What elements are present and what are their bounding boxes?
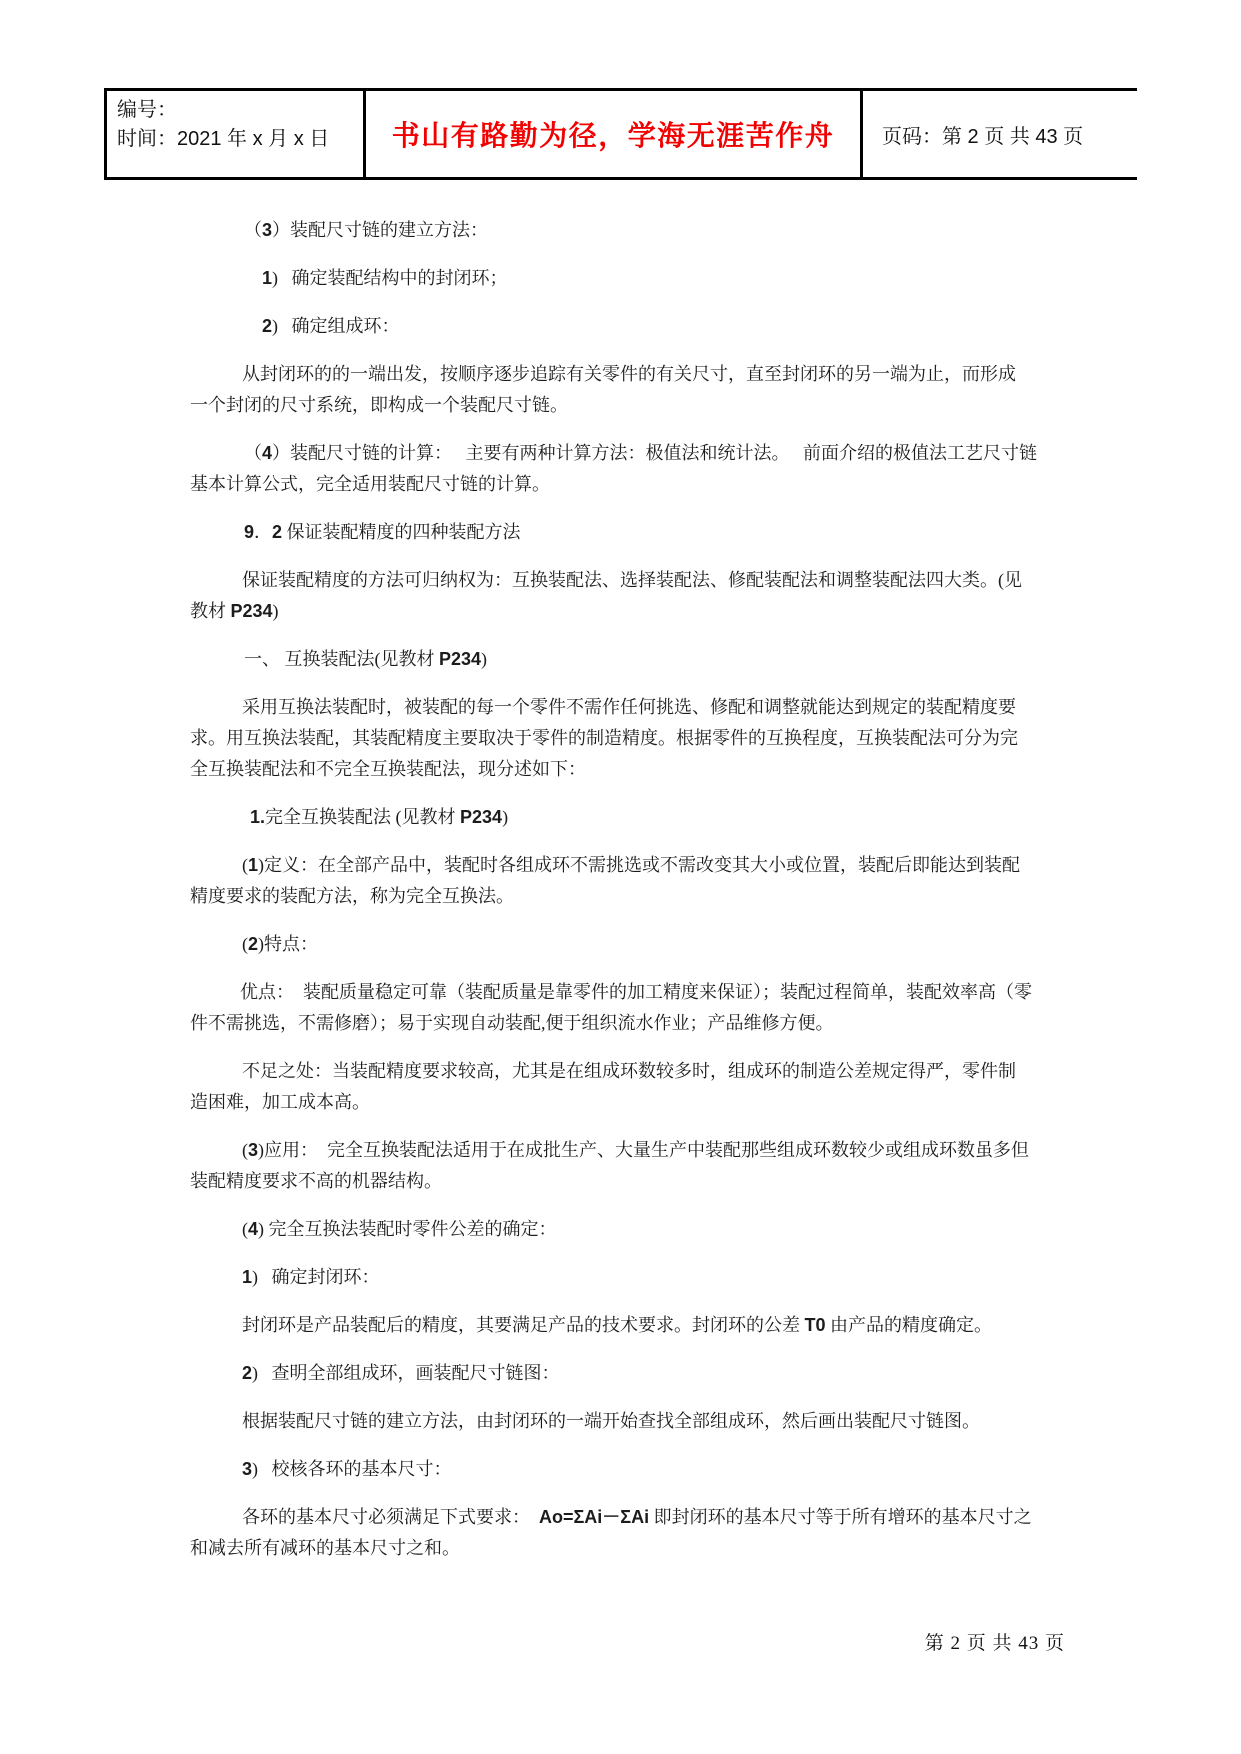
text-line: 和减去所有减环的基本尺寸之和。: [190, 1538, 460, 1558]
paragraph: [190, 517, 1080, 548]
text-line: 2) 查明全部组成环，画装配尺寸链图：: [242, 1363, 560, 1383]
text-line: 1) 确定装配结构中的封闭环；: [262, 268, 508, 288]
text-line: 2) 确定组成环：: [262, 316, 400, 336]
latin-text: Ao=ΣAi－ΣAi: [539, 1507, 650, 1527]
paragraph: [190, 1502, 1080, 1564]
latin-text: 2: [272, 522, 283, 542]
text-line: 造困难，加工成本高。: [190, 1092, 370, 1112]
latin-text: 1: [262, 268, 273, 288]
text-line: 优点： 装配质量稳定可靠（装配质量是靠零件的加工精度来保证）；装配过程简单，装配效率高（零: [240, 982, 1032, 1002]
text-line: 保证装配精度的方法可归纳权为：互换装配法、选择装配法、修配装配法和调整装配法四大类。(见: [242, 570, 1022, 590]
latin-text: P234: [230, 601, 273, 621]
paragraph: [190, 311, 1080, 342]
latin-text: 2: [262, 316, 273, 336]
paragraph: [190, 850, 1080, 912]
text-line: 从封闭环的的一端出发，按顺序逐步追踪有关零件的有关尺寸，直至封闭环的另一端为止，而形成: [242, 364, 1016, 384]
latin-text: 3: [248, 1140, 259, 1160]
latin-text: 9: [244, 522, 255, 542]
header-motto-text: 书山有路勤为径，学海无涯苦作舟: [391, 120, 835, 151]
text-line: 装配精度要求不高的机器结构。: [190, 1171, 442, 1191]
header-table: [104, 88, 1137, 180]
paragraph: [190, 1214, 1080, 1245]
text-line: 采用互换法装配时，被装配的每一个零件不需作任何挑选、修配和调整就能达到规定的装配精度要: [242, 697, 1016, 717]
paragraph: [190, 929, 1080, 960]
text-line: (3)应用： 完全互换装配法适用于在成批生产、大量生产中装配那些组成环数较少或组成环数虽多但: [242, 1140, 1030, 1160]
header-motto-cell: [366, 91, 863, 177]
paragraph: [190, 438, 1080, 500]
doc-time-label: 时间：2021 年 x 月 x 日: [117, 128, 330, 150]
text-line: 一、 互换装配法(见教材 P234): [244, 649, 488, 669]
paragraph: [190, 644, 1080, 675]
paragraph: [190, 215, 1080, 246]
latin-text: T0: [804, 1315, 826, 1335]
paragraph: [190, 692, 1080, 785]
text-line: 3) 校核各环的基本尺寸：: [242, 1459, 452, 1479]
paragraph: [190, 802, 1080, 833]
text-line: 封闭环是产品装配后的精度，其要满足产品的技术要求。封闭环的公差 T0 由产品的精度确定。: [242, 1315, 993, 1335]
latin-text: 1.: [250, 807, 266, 827]
text-line: 一个封闭的尺寸系统，即构成一个装配尺寸链。: [190, 395, 568, 415]
paragraph: [190, 565, 1080, 627]
text-line: 求。用互换法装配，其装配精度主要取决于零件的制造精度。根据零件的互换程度，互换装配法可分为完: [190, 728, 1018, 748]
text-line: 教材 P234): [190, 601, 279, 621]
text-line: （4）装配尺寸链的计算： 主要有两种计算方法：极值法和统计法。 前面介绍的极值法工艺尺寸链: [244, 443, 1038, 463]
text-line: （3）装配尺寸链的建立方法：: [244, 220, 489, 240]
text-line: 9．2 保证装配精度的四种装配方法: [244, 522, 521, 542]
doc-number-label: 编号：: [117, 99, 177, 121]
latin-text: 1: [248, 855, 259, 875]
text-line: 全互换装配法和不完全互换装配法，现分述如下：: [190, 759, 586, 779]
text-line: 各环的基本尺寸必须满足下式要求： Ao=ΣAi－ΣAi 即封闭环的基本尺寸等于所有增环的基本尺寸之: [242, 1507, 1032, 1527]
document-body: [190, 215, 1080, 1581]
paragraph: [190, 1262, 1080, 1293]
text-line: (2)特点：: [242, 934, 319, 954]
paragraph: [190, 359, 1080, 421]
text-line: (4) 完全互换法装配时零件公差的确定：: [242, 1219, 557, 1239]
latin-text: P234: [439, 649, 482, 669]
latin-text: 4: [262, 443, 273, 463]
footer-page-number: 第 2 页 共 43 页: [924, 1633, 1065, 1654]
latin-text: 3: [262, 220, 273, 240]
paragraph: [190, 1406, 1080, 1437]
latin-text: 2: [242, 1363, 253, 1383]
paragraph: [190, 1056, 1080, 1118]
text-line: 1.完全互换装配法 (见教材 P234): [250, 807, 509, 827]
paragraph: [190, 1454, 1080, 1485]
text-line: 不足之处：当装配精度要求较高，尤其是在组成环数较多时，组成环的制造公差规定得严，零件制: [242, 1061, 1016, 1081]
latin-text: 1: [242, 1267, 253, 1287]
header-page-cell: [863, 91, 1137, 177]
latin-text: 4: [248, 1219, 259, 1239]
paragraph: [190, 1358, 1080, 1389]
latin-text: 3: [242, 1459, 253, 1479]
text-line: 根据装配尺寸链的建立方法，由封闭环的一端开始查找全部组成环，然后画出装配尺寸链图。: [242, 1411, 980, 1431]
paragraph: [190, 1310, 1080, 1341]
text-line: 基本计算公式，完全适用装配尺寸链的计算。: [190, 474, 550, 494]
text-line: 件不需挑选，不需修磨）；易于实现自动装配,便于组织流水作业；产品维修方便。: [190, 1013, 834, 1033]
latin-text: 2: [248, 934, 259, 954]
paragraph: [190, 263, 1080, 294]
paragraph: [190, 977, 1080, 1039]
text-line: (1)定义：在全部产品中，装配时各组成环不需挑选或不需改变其大小或位置，装配后即能达到装配: [242, 855, 1021, 875]
latin-text: P234: [460, 807, 503, 827]
page-number-label: 页码：第 2 页 共 43 页: [882, 125, 1084, 148]
text-line: 1) 确定封闭环：: [242, 1267, 380, 1287]
text-line: 精度要求的装配方法，称为完全互换法。: [190, 886, 514, 906]
paragraph: [190, 1135, 1080, 1197]
header-left-cell: [107, 91, 366, 177]
